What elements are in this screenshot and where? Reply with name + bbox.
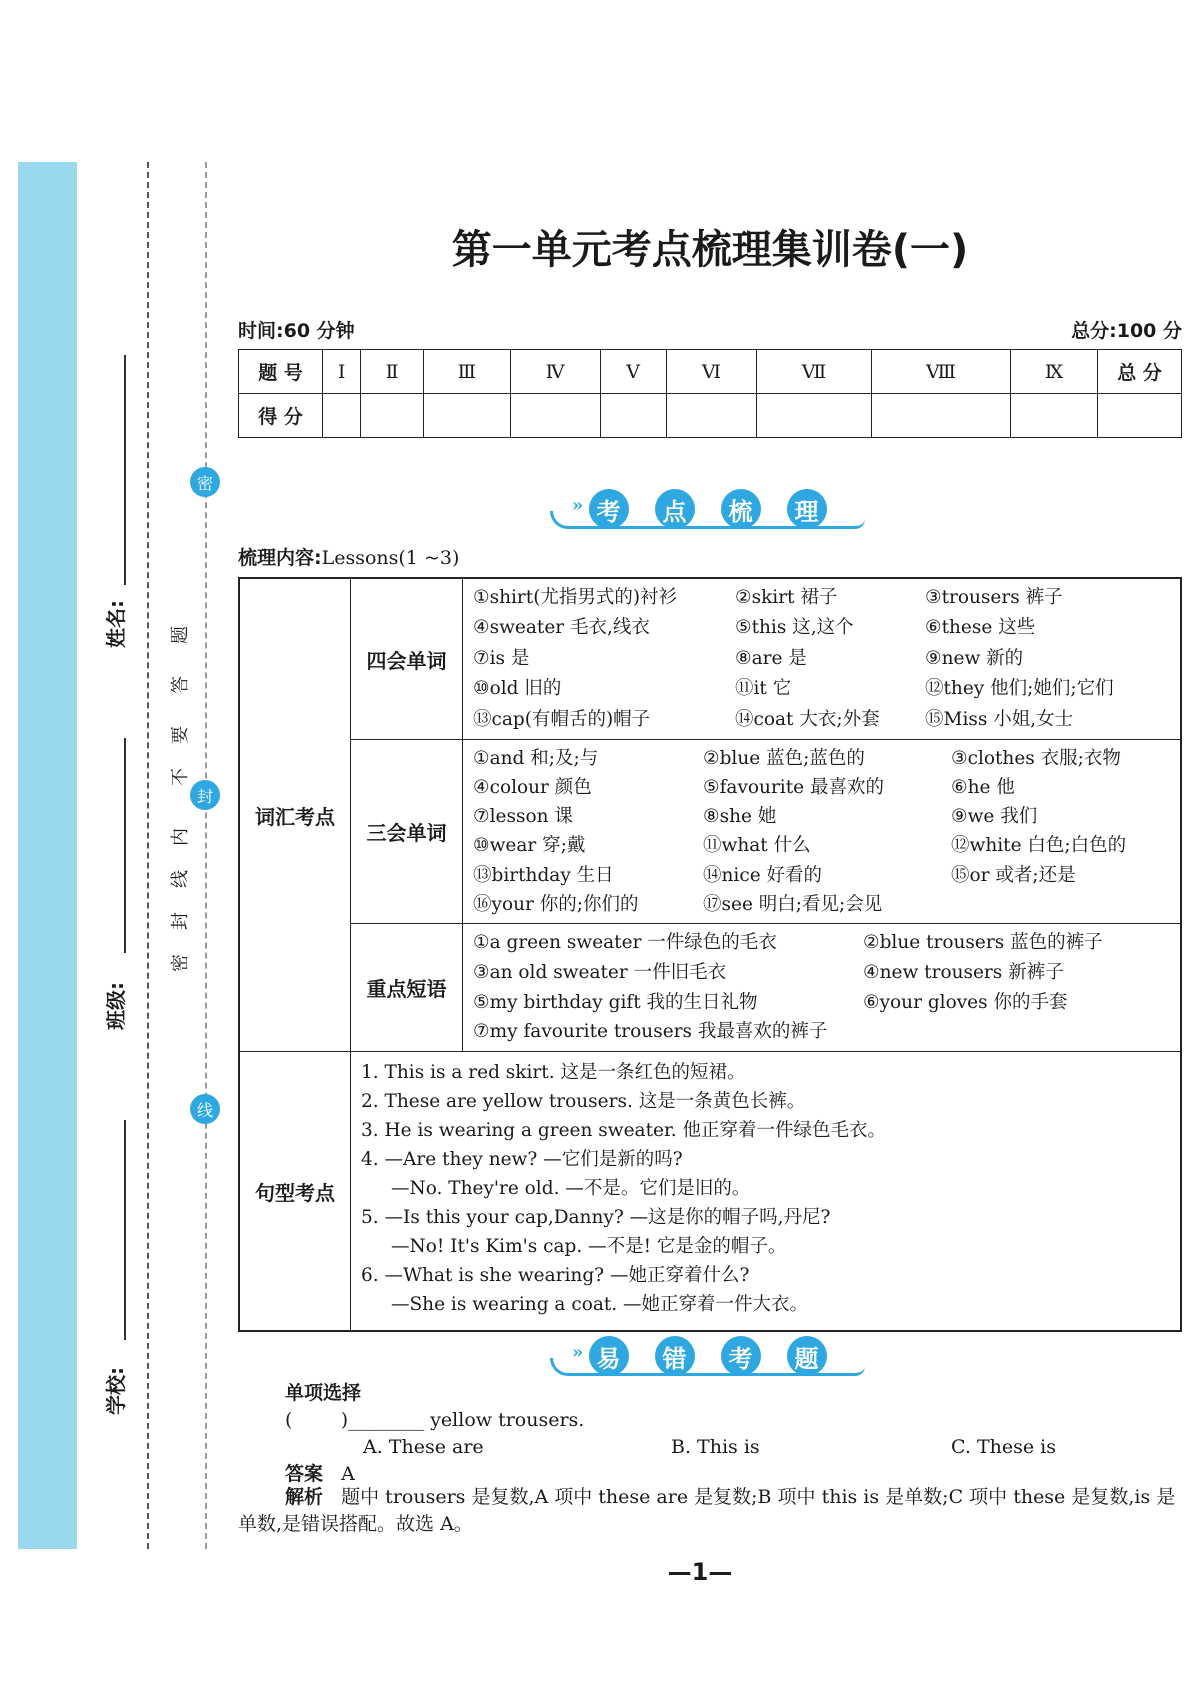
score-label: 得 分	[239, 394, 323, 438]
list-item: ⑰see 明白;看见;会见	[703, 893, 883, 915]
warning-char: 答	[170, 676, 191, 694]
list-item: ④sweater 毛衣,线衣	[473, 617, 650, 639]
phrase-list	[463, 924, 1180, 1051]
col-header: Ⅰ	[323, 350, 361, 394]
list-item: ⑦lesson 课	[473, 806, 573, 828]
sentence-row	[240, 1051, 1180, 1330]
list-item: ③trousers 裤子	[925, 587, 1063, 608]
score-cell[interactable]	[600, 394, 666, 438]
banner-char: 梳	[721, 489, 761, 529]
warning-char: 封	[170, 912, 191, 930]
warning-char: 内	[170, 828, 191, 846]
warning-char: 要	[170, 726, 191, 744]
list-item: ⑯your 你的;你们的	[473, 893, 639, 915]
three-skill-words	[351, 739, 1180, 923]
list-item: ④new trousers 新裤子	[863, 961, 1064, 983]
page-title: 第一单元考点梳理集训卷(一)	[451, 227, 969, 273]
explanation: 解析 题中 trousers 是复数,A 项中 these are 是复数;B 项中 this is 是单数;C 项中 these 是复数,is 是单数,是错误搭配。故选 A。	[238, 1486, 1176, 1535]
answer-blank[interactable]: ________	[348, 1409, 425, 1431]
list-item: ⑬birthday 生日	[473, 864, 614, 886]
score-header-row	[239, 350, 1182, 394]
review-scope: 梳理内容:Lessons(1 ~3)	[238, 547, 460, 569]
list-item: ⑪what 什么	[703, 835, 811, 857]
sentence-item: —No! It's Kim's cap. —不是! 它是金的帽子。	[391, 1236, 787, 1257]
banner-char: 错	[655, 1336, 695, 1376]
list-item: ⑤my birthday gift 我的生日礼物	[473, 991, 758, 1013]
list-item: ⑦my favourite trousers 我最喜欢的裤子	[473, 1021, 828, 1043]
list-item: ⑨new 新的	[925, 647, 1024, 669]
list-item: ①and 和;及;与	[473, 748, 599, 769]
col-header: Ⅲ	[423, 350, 510, 394]
sentence-item: —No. They're old. —不是。它们是旧的。	[391, 1178, 751, 1199]
score-cell[interactable]	[757, 394, 872, 438]
warning-char: 线	[170, 870, 191, 888]
sentence-item: 6. —What is she wearing? —她正穿着什么?	[361, 1265, 750, 1286]
list-item: ⑩wear 穿;戴	[473, 835, 586, 857]
word-list	[463, 740, 1180, 923]
seal-mi-icon: 密	[190, 467, 220, 497]
section-banner-mistakes	[550, 1332, 865, 1380]
seal-feng-icon: 封	[190, 780, 220, 810]
arrow-icon: »	[572, 1342, 584, 1363]
score-cell[interactable]	[361, 394, 424, 438]
group-label: 四会单词	[351, 579, 463, 739]
banner-char: 理	[787, 489, 827, 529]
score-cell[interactable]	[323, 394, 361, 438]
sentence-item: 3. He is wearing a green sweater. 他正穿着一件绿色毛衣。	[361, 1120, 887, 1141]
group-label: 三会单词	[351, 740, 463, 923]
warning-char: 题	[170, 626, 191, 644]
list-item: ⑧are 是	[735, 647, 807, 669]
col-header: Ⅵ	[666, 350, 756, 394]
binding-dashed-line	[147, 162, 149, 1549]
warning-char: 不	[170, 768, 191, 786]
col-header: Ⅴ	[600, 350, 666, 394]
seal-dashed-line	[205, 162, 207, 1549]
list-item: ⑨we 我们	[951, 806, 1038, 828]
list-item: ⑥these 这些	[925, 617, 1036, 639]
score-cell[interactable]	[666, 394, 756, 438]
section-banner-review	[550, 485, 865, 533]
list-item: ⑬cap(有帽舌的)帽子	[473, 708, 651, 730]
warning-char: 密	[170, 954, 191, 972]
sentence-item: 4. —Are they new? —它们是新的吗?	[361, 1149, 683, 1170]
list-item: ③clothes 衣服;衣物	[951, 748, 1121, 769]
list-item: ⑭nice 好看的	[703, 864, 823, 886]
answer-label: 答案	[285, 1463, 324, 1485]
score-cell[interactable]	[510, 394, 600, 438]
sentence-list	[351, 1052, 1180, 1330]
col-header: Ⅱ	[361, 350, 424, 394]
school-label: 学校:	[104, 1367, 128, 1415]
score-cell[interactable]	[1010, 394, 1097, 438]
banner-char: 易	[589, 1336, 629, 1376]
header-label: 题 号	[239, 350, 323, 394]
option-a: A. These are	[363, 1436, 484, 1458]
col-header: Ⅸ	[1010, 350, 1097, 394]
seal-xian-icon: 线	[190, 1094, 220, 1124]
col-header: Ⅷ	[871, 350, 1010, 394]
arrow-icon: »	[572, 495, 584, 516]
vocab-row	[240, 579, 1180, 1051]
list-item: ⑩old 旧的	[473, 678, 562, 700]
school-field[interactable]	[124, 1120, 126, 1340]
list-item: ②blue trousers 蓝色的裤子	[863, 932, 1103, 953]
vocab-label: 词汇考点	[240, 579, 351, 1051]
banner-char: 点	[655, 489, 695, 529]
word-list	[463, 579, 1180, 739]
key-phrases	[351, 923, 1180, 1051]
banner-char: 考	[721, 1336, 761, 1376]
sentence-item: —She is wearing a coat. —她正穿着一件大衣。	[391, 1294, 809, 1315]
section-heading: 单项选择	[285, 1382, 362, 1404]
score-table	[238, 349, 1182, 438]
score-row	[239, 394, 1182, 438]
list-item: ①a green sweater 一件绿色的毛衣	[473, 932, 777, 953]
name-field[interactable]	[124, 355, 126, 585]
list-item: ④colour 颜色	[473, 777, 592, 799]
binding-margin-bar	[18, 162, 77, 1549]
list-item: ⑤favourite 最喜欢的	[703, 777, 884, 799]
question-stem: yellow trousers.	[424, 1409, 585, 1431]
option-c: C. These is	[951, 1436, 1056, 1458]
col-header: Ⅶ	[757, 350, 872, 394]
list-item: ⑪it 它	[735, 678, 792, 700]
time-limit: 时间:60 分钟	[238, 320, 355, 342]
list-item: ⑭coat 大衣;外套	[735, 708, 880, 730]
question-block	[285, 1380, 1056, 1488]
list-item: ⑫white 白色;白色的	[951, 835, 1127, 857]
four-skill-words	[351, 579, 1180, 739]
banner-char: 考	[589, 489, 629, 529]
list-item: ⑥your gloves 你的手套	[863, 991, 1068, 1013]
class-field[interactable]	[124, 738, 126, 953]
list-item: ⑮Miss 小姐,女士	[925, 708, 1074, 730]
page-number: —1—	[667, 1558, 733, 1586]
list-item: ⑥he 他	[951, 777, 1015, 799]
sentence-item: 5. —Is this your cap,Danny? —这是你的帽子吗,丹尼?	[361, 1207, 831, 1228]
vocab-groups	[351, 579, 1180, 1051]
review-table	[238, 577, 1182, 1332]
sentence-item: 1. This is a red skirt. 这是一条红色的短裙。	[361, 1062, 746, 1083]
total-score: 总分:100 分	[1071, 320, 1182, 342]
score-cell[interactable]	[871, 394, 1010, 438]
answer-paren[interactable]: ( )	[285, 1409, 349, 1431]
list-item: ③an old sweater 一件旧毛衣	[473, 961, 727, 983]
list-item: ⑧she 她	[703, 806, 777, 828]
sentence-item: 2. These are yellow trousers. 这是一条黄色长裤。	[361, 1091, 806, 1112]
list-item: ①shirt(尤指男式的)衬衫	[473, 587, 678, 608]
list-item: ⑤this 这,这个	[735, 617, 854, 639]
score-cell[interactable]	[1098, 394, 1182, 438]
option-b: B. This is	[671, 1436, 760, 1458]
class-label: 班级:	[104, 982, 128, 1030]
list-item: ⑮or 或者;还是	[951, 864, 1076, 886]
list-item: ⑫they 他们;她们;它们	[925, 678, 1114, 700]
list-item: ②skirt 裙子	[735, 587, 838, 608]
group-label: 重点短语	[351, 924, 463, 1051]
banner-char: 题	[787, 1336, 827, 1376]
name-label: 姓名:	[104, 600, 128, 648]
score-cell[interactable]	[423, 394, 510, 438]
list-item: ⑦is 是	[473, 647, 530, 669]
col-header: 总 分	[1098, 350, 1182, 394]
answer-value: A	[341, 1463, 355, 1485]
list-item: ②blue 蓝色;蓝色的	[703, 748, 865, 769]
col-header: Ⅳ	[510, 350, 600, 394]
sentence-label: 句型考点	[240, 1052, 351, 1330]
